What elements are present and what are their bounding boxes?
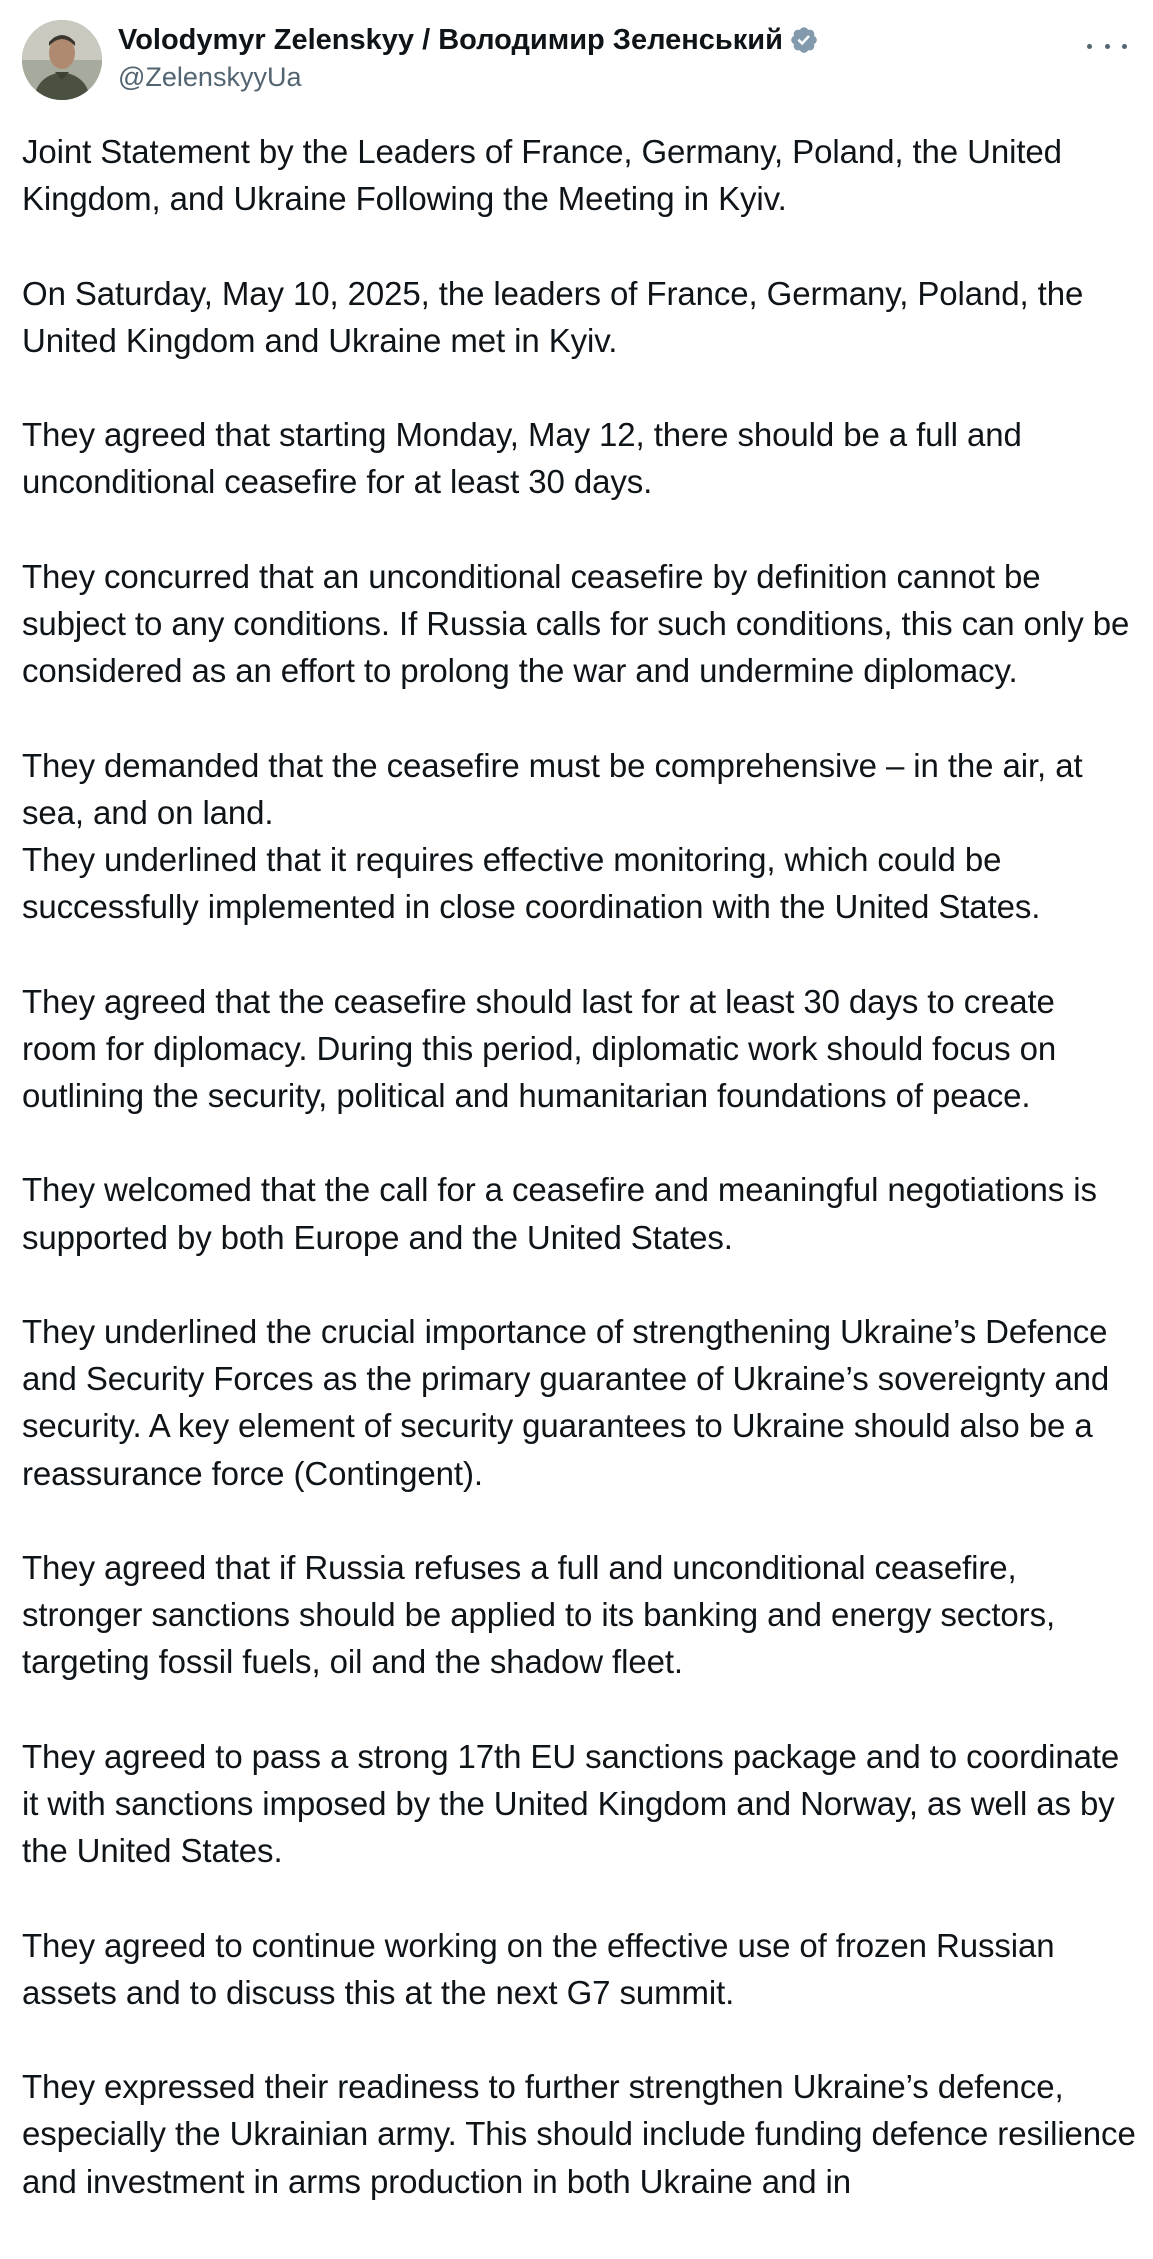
- tweet-paragraph: They expressed their readiness to further strengthen Ukraine’s defence, especially the Ukrainian army. This should include funding defence resilience and investment in arms production in both Ukraine and in: [22, 2068, 1136, 2200]
- display-name[interactable]: Volodymyr Zelenskyy / Володимир Зеленський: [118, 24, 783, 56]
- tweet-paragraph: On Saturday, May 10, 2025, the leaders of France, Germany, Poland, the United Kingdom and Ukraine met in Kyiv.: [22, 274, 1084, 359]
- tweet-paragraph: Joint Statement by the Leaders of France, Germany, Poland, the United Kingdom, and Ukraine Following the Meeting in Kyiv.: [22, 133, 1062, 218]
- more-options-icon[interactable]: [1087, 34, 1127, 58]
- more-dot: [1087, 44, 1092, 49]
- tweet-text: [22, 128, 1137, 2252]
- author-handle[interactable]: @ZelenskyyUa: [118, 62, 302, 92]
- tweet-paragraph: They welcomed that the call for a ceasefire and meaningful negotiations is supported by both Europe and the United States.: [22, 1171, 1097, 1256]
- tweet-header: [22, 18, 1131, 102]
- tweet-paragraph: They concurred that an unconditional ceasefire by definition cannot be subject to any conditions. If Russia calls for such conditions, this can only be considered as an effort to prolong the war and undermine diplomacy.: [22, 557, 1130, 690]
- tweet-paragraph: They underlined that it requires effective monitoring, which could be successfully implemented in close coordination with the United States.: [22, 840, 1041, 926]
- tweet-paragraph: They agreed that if Russia refuses a full and unconditional ceasefire, stronger sanctions should be applied to its banking and energy sectors, targeting fossil fuels, oil and the shadow fleet.: [22, 1548, 1056, 1681]
- more-dot: [1122, 44, 1127, 49]
- display-name-row: [118, 22, 819, 58]
- verified-badge-icon[interactable]: [789, 25, 819, 55]
- avatar-image: [22, 20, 102, 100]
- tweet-paragraph: They underlined the crucial importance of strengthening Ukraine’s Defence and Security Forces as the primary guarantee of Ukraine’s sovereignty and security. A key element of security guarantees to Ukraine should also be a reassurance force (Contingent).: [22, 1312, 1110, 1492]
- tweet-paragraph: They agreed to continue working on the effective use of frozen Russian assets and to discuss this at the next G7 summit.: [22, 1926, 1055, 2011]
- tweet-paragraph: They agreed that the ceasefire should last for at least 30 days to create room for diplomacy. During this period, diplomatic work should focus on outlining the security, political and humanitarian foundations of peace.: [22, 982, 1057, 1114]
- author-block: [118, 22, 819, 94]
- avatar[interactable]: [22, 20, 102, 100]
- more-dot: [1105, 44, 1110, 49]
- tweet-paragraph: They demanded that the ceasefire must be comprehensive – in the air, at sea, and on land.: [22, 746, 1083, 831]
- tweet-paragraph: They agreed that starting Monday, May 12, there should be a full and unconditional ceasefire for at least 30 days.: [22, 416, 1022, 501]
- tweet-paragraph: They agreed to pass a strong 17th EU sanctions package and to coordinate it with sanctions imposed by the United Kingdom and Norway, as well as by the United States.: [22, 1737, 1120, 1870]
